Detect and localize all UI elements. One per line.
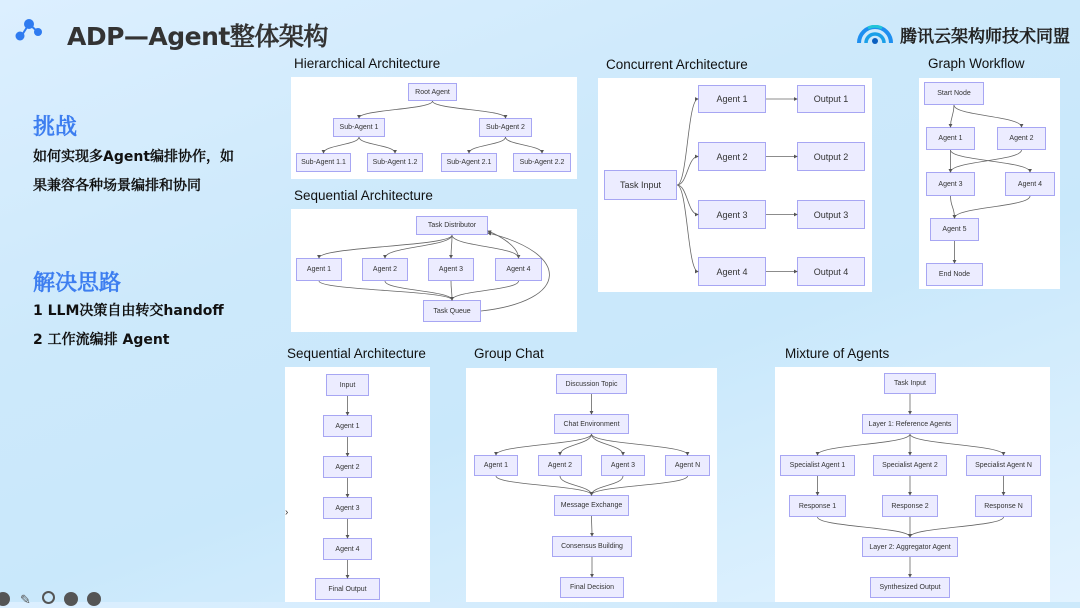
diagram-node: Task Input (884, 373, 936, 394)
diagram-node: End Node (926, 263, 983, 286)
diagram-node: Agent 4 (1005, 172, 1055, 196)
diagram-node: Agent 3 (926, 172, 975, 196)
diagram-node: Sub-Agent 2.2 (513, 153, 571, 172)
diagram-node: Agent 1 (474, 455, 518, 476)
forward-icon[interactable] (87, 592, 101, 606)
diagram-node: Start Node (924, 82, 984, 105)
solution-list (33, 297, 224, 355)
diagram-node: Sub-Agent 1.1 (296, 153, 351, 172)
brand (856, 22, 1070, 47)
diagram-node: Consensus Building (552, 536, 632, 557)
diagram-node: Layer 1: Reference Agents (862, 414, 958, 434)
diagram-node: Response 1 (789, 495, 846, 517)
search-icon[interactable] (42, 591, 55, 604)
diagram-node: Input (326, 374, 369, 396)
diagram-node: Agent N (665, 455, 710, 476)
diagram-node: Output 2 (797, 142, 865, 171)
challenge-line: 果兼容各种场景编排和协同 (33, 178, 201, 194)
diagram-title: Sequential Architecture (294, 188, 433, 203)
diagram-node: Output 3 (797, 200, 865, 229)
diagram-node: Agent 1 (323, 415, 372, 437)
diagram-node: Layer 2: Aggregator Agent (862, 537, 958, 557)
diagram-node: Sub-Agent 1 (333, 118, 385, 137)
diagram-panel-seq2 (285, 367, 430, 602)
diagram-title: Graph Workflow (928, 56, 1025, 71)
diagram-node: Final Decision (560, 577, 624, 598)
diagram-node: Agent 3 (698, 200, 766, 229)
diagram-node: Sub-Agent 2.1 (441, 153, 497, 172)
collapse-chevron[interactable]: › (285, 507, 289, 518)
diagram-node: Agent 3 (428, 258, 474, 281)
back-icon[interactable] (0, 592, 10, 606)
diagram-node: Specialist Agent 2 (873, 455, 947, 476)
diagram-node: Agent 4 (495, 258, 542, 281)
diagram-node: Output 4 (797, 257, 865, 286)
diagram-node: Discussion Topic (556, 374, 627, 394)
diagram-node: Agent 3 (323, 497, 372, 519)
diagram-node: Agent 2 (698, 142, 766, 171)
solution-heading: 解决思路 (33, 271, 122, 296)
diagram-node: Synthesized Output (870, 577, 950, 598)
diagram-title: Mixture of Agents (785, 346, 890, 361)
diagram-node: Final Output (315, 578, 380, 600)
solution-item: 1 LLM决策自由转交handoff (33, 303, 224, 319)
diagram-node: Task Queue (423, 300, 481, 322)
diagram-node: Agent 4 (698, 257, 766, 286)
diagram-node: Agent 1 (698, 85, 766, 113)
diagram-node: Specialist Agent 1 (780, 455, 855, 476)
diagram-node: Agent 4 (323, 538, 372, 560)
tencent-cloud-logo (856, 25, 894, 45)
page-title: ADP—Agent整体架构 (67, 22, 328, 51)
diagram-node: Sub-Agent 2 (479, 118, 532, 137)
challenge-heading: 挑战 (33, 115, 78, 140)
diagram-node: Agent 1 (926, 127, 975, 150)
diagram-node: Agent 3 (601, 455, 645, 476)
pen-icon[interactable]: ✎ (20, 592, 31, 607)
diagram-node: Agent 1 (296, 258, 342, 281)
solution-item: 2 工作流编排 Agent (33, 332, 170, 348)
diagram-node: Agent 2 (362, 258, 408, 281)
diagram-node: Agent 2 (997, 127, 1046, 150)
diagram-title: Group Chat (474, 346, 544, 361)
corner-logo (14, 16, 44, 42)
diagram-node: Chat Environment (554, 414, 629, 434)
molecule-dots-icon (14, 16, 44, 42)
diagram-panel-group (466, 368, 717, 602)
diagram-node: Agent 2 (538, 455, 582, 476)
brand-name: 腾讯云架构师技术同盟 (900, 27, 1070, 47)
diagram-node: Output 1 (797, 85, 865, 113)
more-icon[interactable] (64, 592, 78, 606)
diagram-title: Sequential Architecture (287, 346, 426, 361)
diagram-panel-moa (775, 367, 1050, 602)
diagram-title: Hierarchical Architecture (294, 56, 441, 71)
diagram-node: Response N (975, 495, 1032, 517)
diagram-node: Message Exchange (554, 495, 629, 516)
challenge-line: 如何实现多Agent编排协作，如 (33, 149, 235, 165)
diagram-node: Specialist Agent N (966, 455, 1041, 476)
diagram-node: Sub-Agent 1.2 (367, 153, 423, 172)
diagram-node: Root Agent (408, 83, 457, 101)
diagram-node: Agent 5 (930, 218, 979, 241)
diagram-node: Task Input (604, 170, 677, 200)
diagram-title: Concurrent Architecture (606, 57, 748, 72)
challenge-text (33, 143, 234, 201)
diagram-node: Response 2 (882, 495, 938, 517)
diagram-node: Agent 2 (323, 456, 372, 478)
diagram-node: Task Distributor (416, 216, 488, 235)
